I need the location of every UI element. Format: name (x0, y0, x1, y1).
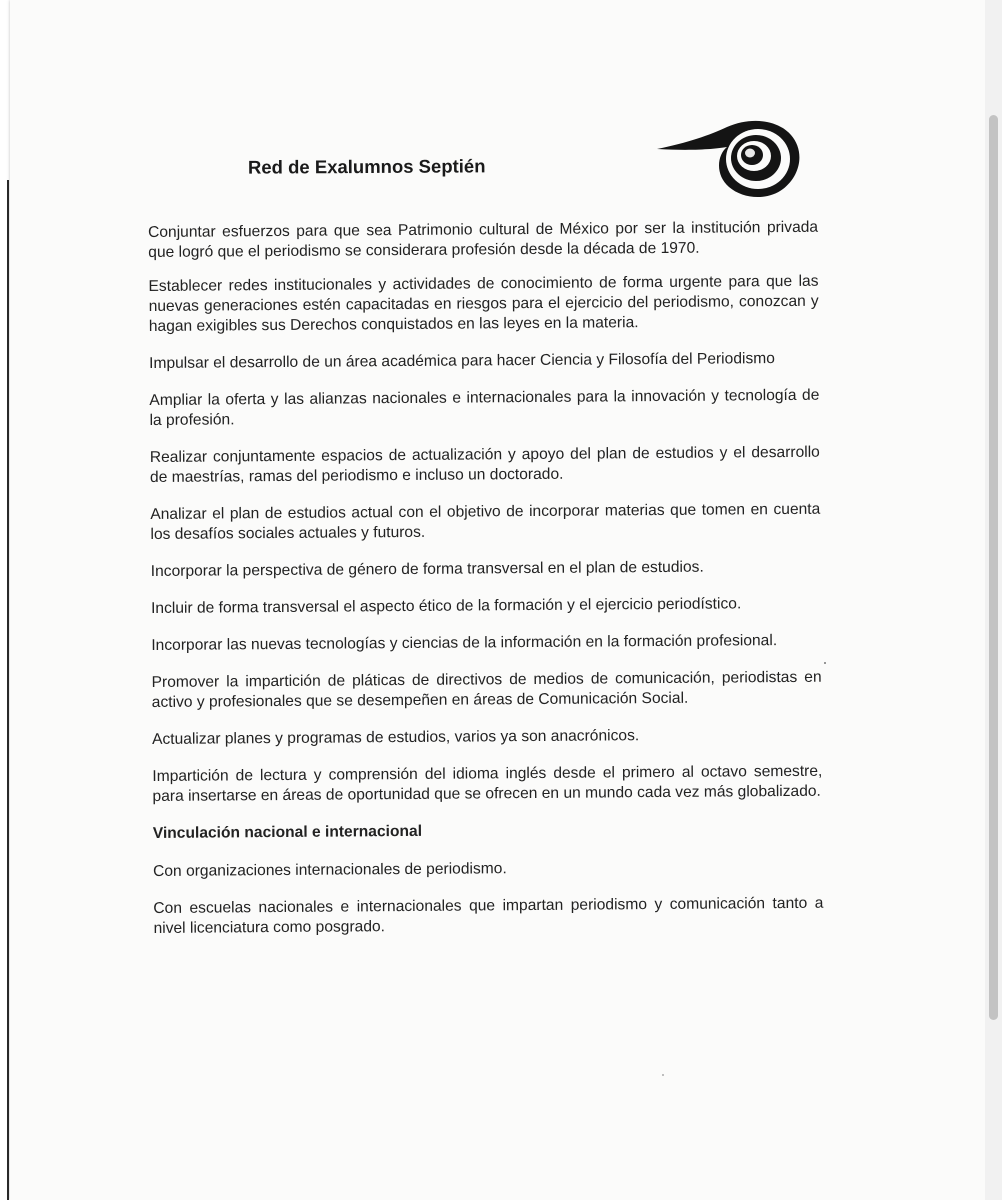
body-paragraph: Incorporar la perspectiva de género de forma transversal en el plan de estudios. (150, 558, 704, 580)
body-paragraph: Impartición de lectura y comprensión del idioma inglés desde el primero al octavo semestre, para insertarse en áreas de oportunidad que se ofrecen en un mundo cada vez más globalizado. (152, 762, 823, 805)
eye-spiral-logo-icon (655, 113, 805, 205)
body-paragraph: Establecer redes institucionales y actividades de conocimiento de forma urgente para que las nuevas generaciones estén capacitadas en riesgos para el ejercicio del periodismo, conozcan y hagan exigibles sus Derechos conquistados en las leyes en la materia. (148, 272, 819, 335)
scrollbar-thumb[interactable] (989, 115, 998, 1020)
document-body (148, 218, 824, 956)
body-paragraph: Realizar conjuntamente espacios de actualización y apoyo del plan de estudios y el desarrollo de maestrías, ramas del periodismo e incluso un doctorado. (149, 443, 820, 486)
section-paragraph: Con organizaciones internacionales de periodismo. (153, 860, 507, 880)
scan-speck (824, 662, 826, 664)
body-paragraph: Ampliar la oferta y las alianzas nacionales e internacionales para la innovación y tecnología de la profesión. (149, 386, 820, 429)
scan-speck (662, 1074, 664, 1076)
page-edge-rule (7, 180, 9, 1200)
document-title: Red de Exalumnos Septién (247, 155, 486, 178)
body-paragraph: Conjuntar esfuerzos para que sea Patrimonio cultural de México por ser la institución privada que logró que el periodismo se considerara profesión desde la década de 1970. (148, 218, 819, 261)
body-paragraph: Analizar el plan de estudios actual con el objetivo de incorporar materias que tomen en cuenta los desafíos sociales actuales y futuros. (150, 500, 821, 543)
body-paragraph: Actualizar planes y programas de estudios, varios ya son anacrónicos. (151, 727, 640, 748)
page-edge (0, 0, 10, 1200)
section-heading: Vinculación nacional e internacional (152, 822, 423, 842)
body-paragraph: Promover la impartición de pláticas de directivos de medios de comunicación, periodistas en activo y profesionales que se desempeñen en áreas de Comunicación Social. (151, 668, 822, 711)
body-paragraph: Incorporar las nuevas tecnologías y ciencias de la información en la formación profesional. (151, 632, 778, 654)
section-paragraph: Con escuelas nacionales e internacionales que impartan periodismo y comunicación tanto a nivel licenciatura como posgrado. (153, 894, 824, 937)
body-paragraph: Impulsar el desarrollo de un área académica para hacer Ciencia y Filosofía del Periodismo (149, 350, 775, 372)
scanned-page (10, 0, 985, 1200)
body-paragraph: Incluir de forma transversal el aspecto ético de la formación y el ejercicio periodístico. (150, 595, 742, 617)
vertical-scrollbar[interactable] (985, 0, 1002, 1200)
